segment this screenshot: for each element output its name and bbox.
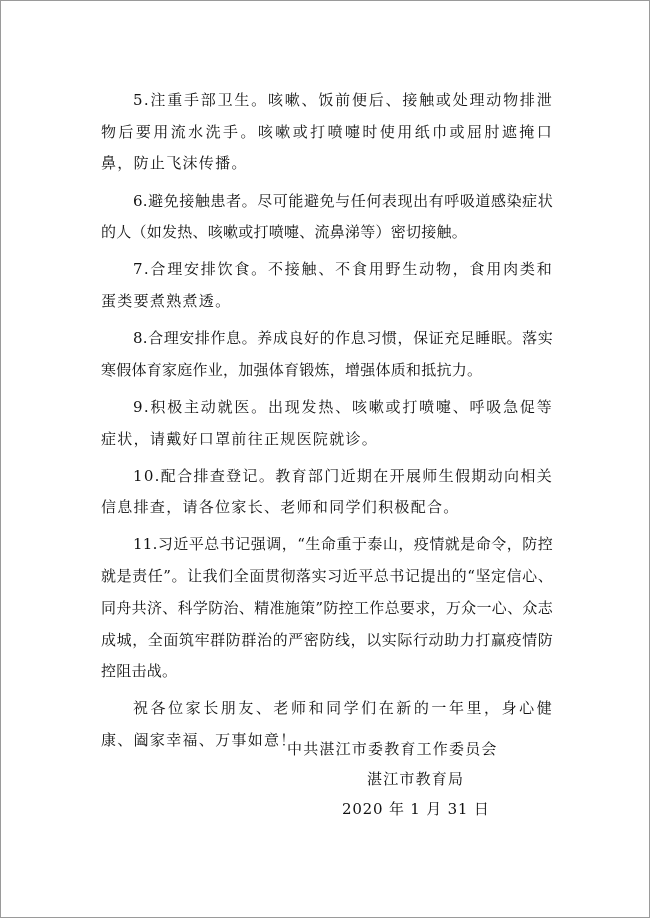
document-body bbox=[101, 85, 553, 762]
paragraph-rest: 8.合理安排作息。养成良好的作息习惯，保证充足睡眠。落实寒假体育家庭作业，加强体育锻炼，增强体质和抵抗力。 bbox=[101, 329, 553, 379]
paragraph-seek-medical: 9.积极主动就医。出现发热、咳嗽或打喷嚏、呼吸急促等症状，请戴好口罩前往正规医院就诊。 bbox=[101, 397, 553, 448]
paragraph-avoid-patients: 6.避免接触患者。尽可能避免与任何表现出有呼吸道感染症状的人（如发热、咳嗽或打喷嚏、流鼻涕等）密切接触。 bbox=[101, 191, 553, 242]
signature-organization: 中共湛江市委教育工作委员会 bbox=[287, 740, 498, 758]
signature-date: 2020 年 1 月 31 日 bbox=[342, 800, 490, 818]
paragraph-hand-hygiene: 5.注重手部卫生。咳嗽、饭前便后、接触或处理动物排泄物后要用流水洗手。咳嗽或打喷嚏时使用纸巾或屈肘遮掩口鼻，防止飞沫传播。 bbox=[101, 91, 553, 173]
signature-bureau: 湛江市教育局 bbox=[367, 770, 465, 788]
paragraph-wishes: 祝各位家长朋友、老师和同学们在新的一年里，身心健康、阖家幸福、万事如意！ bbox=[101, 699, 553, 750]
paragraph-xi-instruction: 11.习近平总书记强调，“生命重于泰山，疫情就是命令，防控就是责任”。让我们全面贯彻落实习近平总书记提出的“坚定信心、同舟共济、科学防治、精准施策”防控工作总要求，万众一心、众志成城，全面筑牢群防群治的严密防线，以实际行动助力打赢疫情防控阻击战。 bbox=[101, 535, 553, 681]
paragraph-diet: 7.合理安排饮食。不接触、不食用野生动物，食用肉类和蛋类要煮熟煮透。 bbox=[101, 260, 553, 310]
paragraph-screening: 10.配合排查登记。教育部门近期在开展师生假期动向相关信息排查，请各位家长、老师和同学们积极配合。 bbox=[101, 466, 553, 517]
